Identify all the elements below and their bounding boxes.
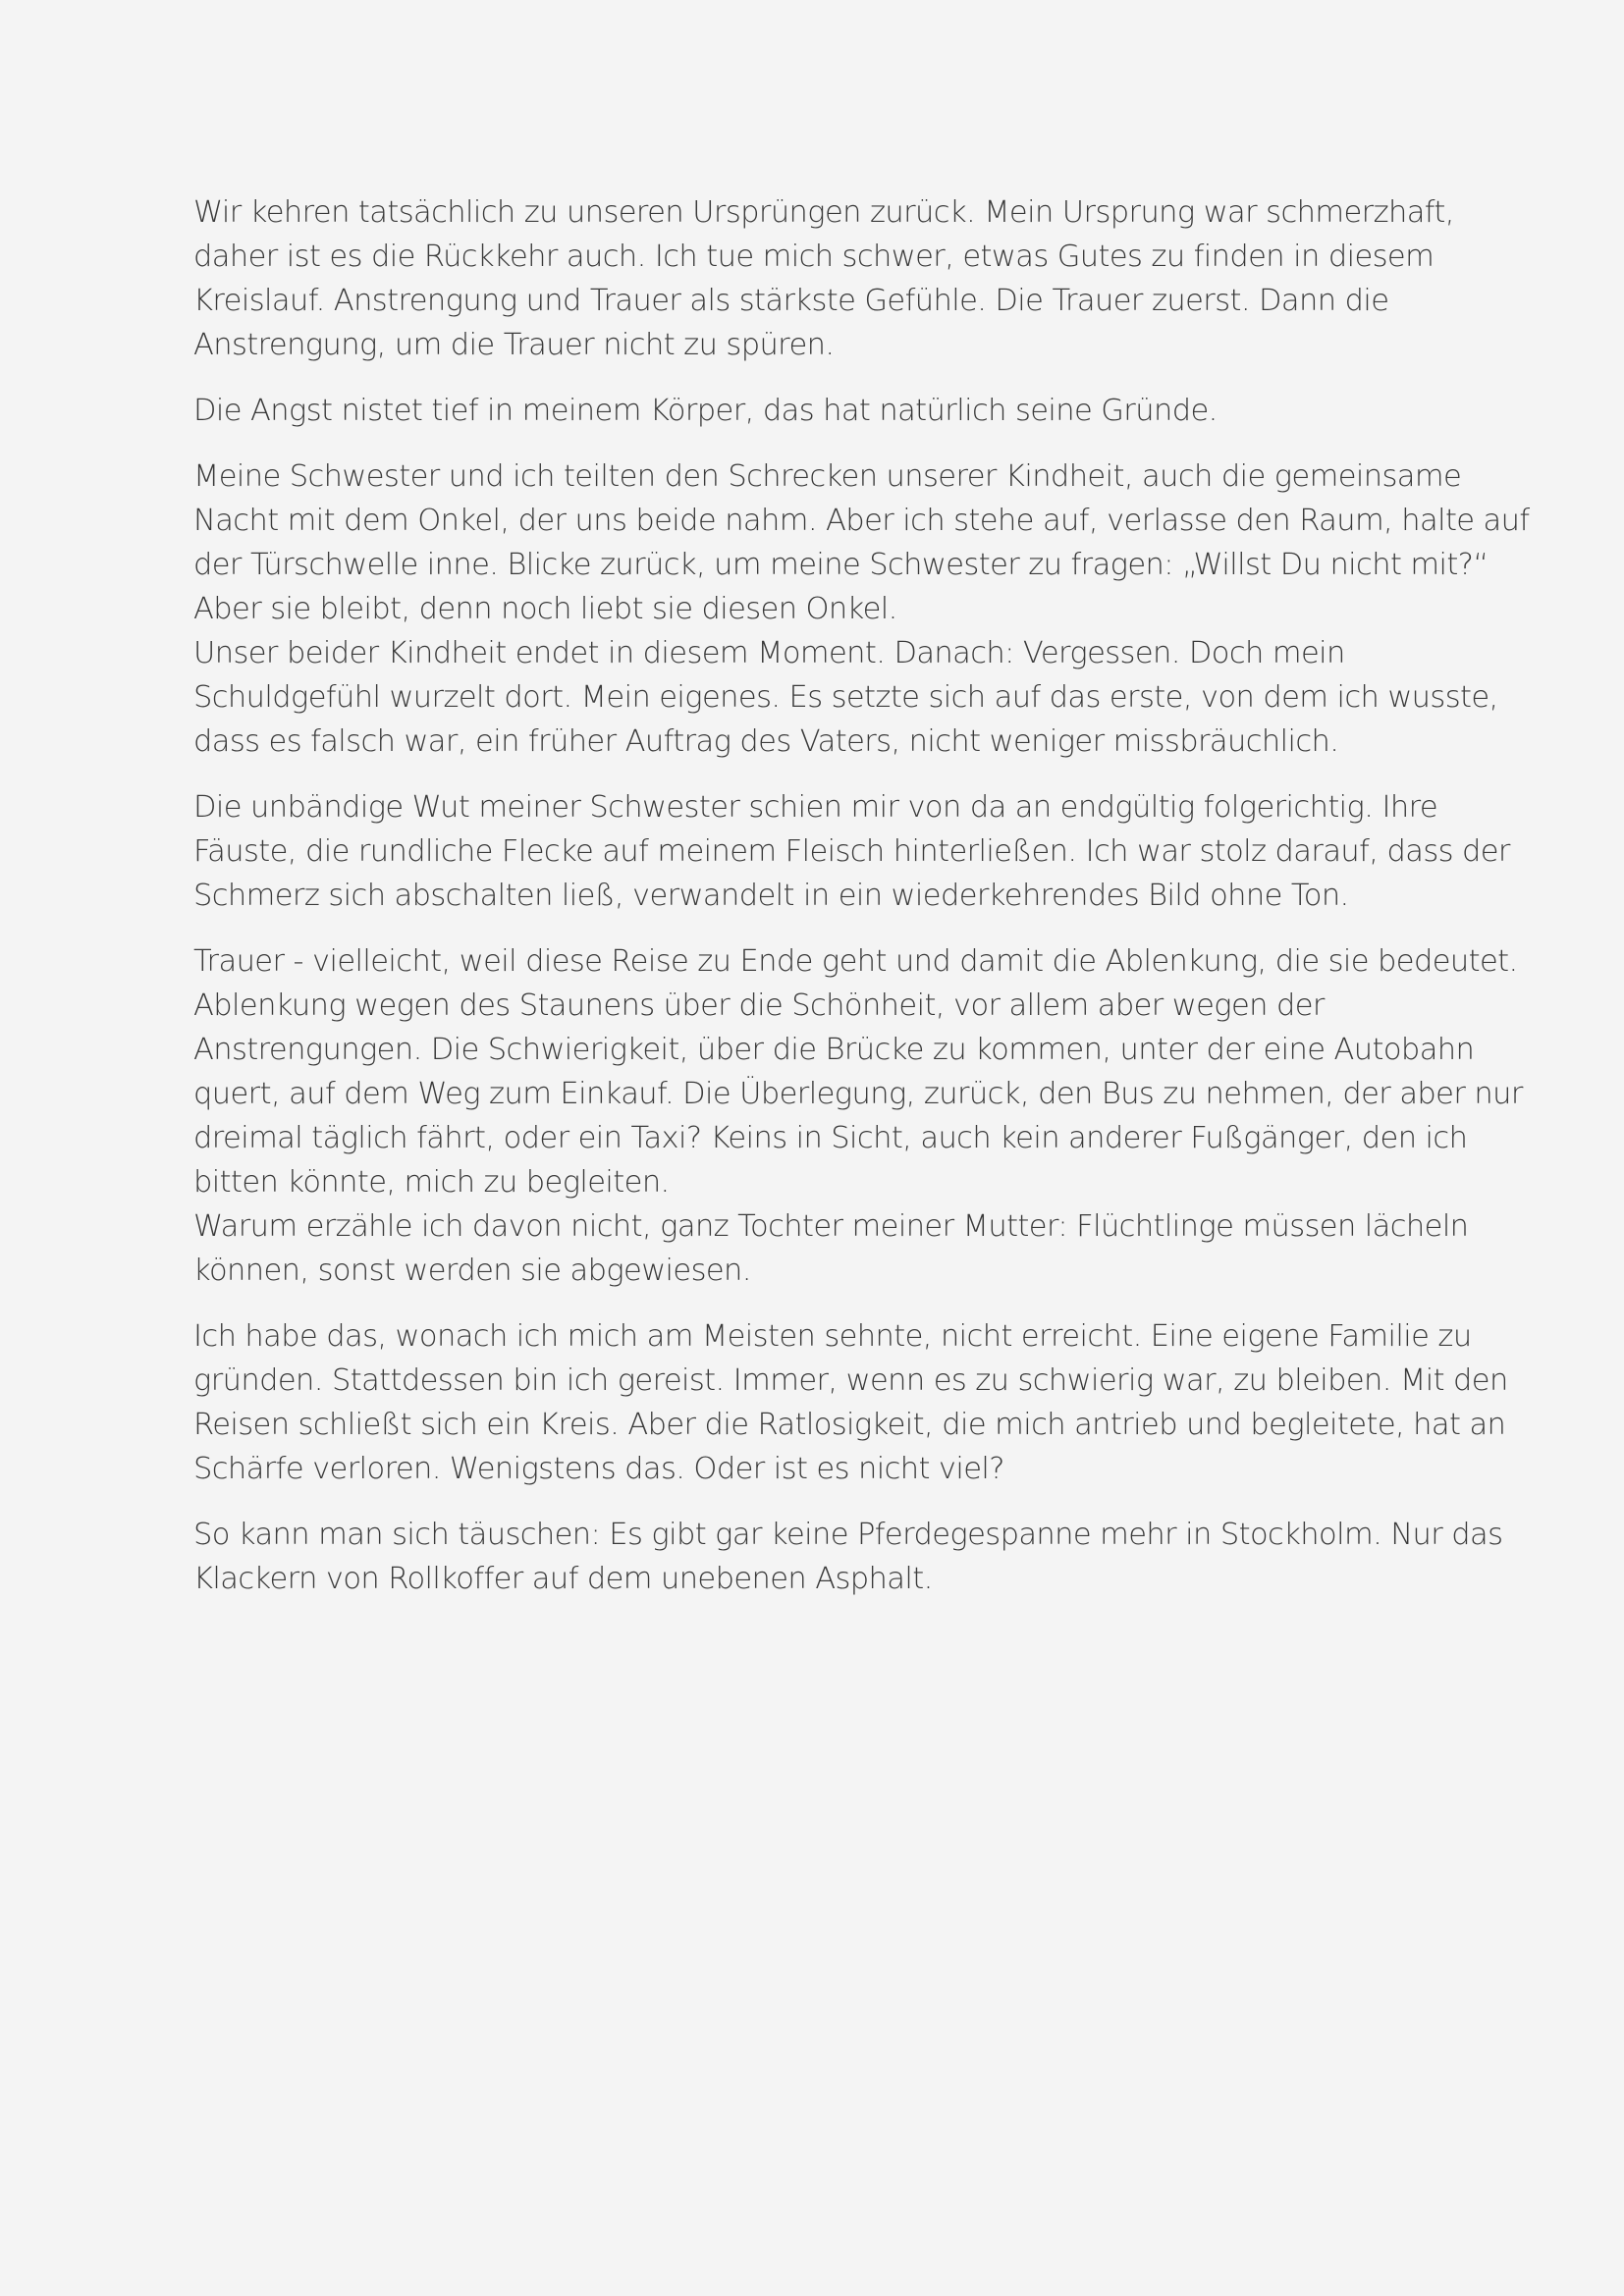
text-line: Die unbändige Wut meiner Schwester schien mir von da an endgültig folgerichtig. Ihre (193, 790, 1438, 825)
document-body (193, 190, 1530, 1623)
text-line: der Türschwelle inne. Blicke zurück, um meine Schwester zu fragen: „Willst Du nicht mit?“ (193, 548, 1489, 582)
text-line: bitten könnte, mich zu begleiten. (193, 1165, 670, 1200)
text-line: Schärfe verloren. Wenigstens das. Oder ist es nicht viel? (193, 1452, 1004, 1486)
text-line: Kreislauf. Anstrengung und Trauer als stärkste Gefühle. Die Trauer zuerst. Dann die (193, 284, 1389, 318)
text-line: Klackern von Rollkoffer auf dem unebenen Asphalt. (193, 1562, 933, 1596)
text-line: Die Angst nistet tief in meinem Körper, das hat natürlich seine Gründe. (193, 394, 1218, 428)
text-line: Anstrengungen. Die Schwierigkeit, über die Brücke zu kommen, unter der eine Autobahn (193, 1033, 1475, 1067)
text-line: daher ist es die Rückkehr auch. Ich tue mich schwer, etwas Gutes zu finden in diesem (193, 240, 1435, 274)
text-line: dreimal täglich fährt, oder ein Taxi? Keins in Sicht, auch kein anderer Fußgänger, den ich (193, 1121, 1468, 1155)
text-line: Reisen schließt sich ein Kreis. Aber die Ratlosigkeit, die mich antrieb und begleitete, hat an (193, 1408, 1506, 1442)
paragraph-3 (193, 454, 1530, 764)
text-line: Ablenkung wegen des Staunens über die Schönheit, vor allem aber wegen der (193, 988, 1325, 1023)
text-line: Aber sie bleibt, denn noch liebt sie diesen Onkel. (193, 592, 897, 626)
paragraph-1 (193, 190, 1460, 367)
paragraph-5 (193, 939, 1523, 1293)
text-line: Trauer - vielleicht, weil diese Reise zu Ende geht und damit die Ablenkung, die sie bedeutet. (193, 944, 1518, 979)
paragraph-4 (193, 785, 1510, 918)
text-line: Nacht mit dem Onkel, der uns beide nahm. Aber ich stehe auf, verlasse den Raum, halte auf (193, 504, 1530, 538)
text-line: quert, auf dem Weg zum Einkauf. Die Überlegung, zurück, den Bus zu nehmen, der aber nur (193, 1077, 1523, 1111)
paragraph-6 (193, 1314, 1508, 1491)
text-line: dass es falsch war, ein früher Auftrag des Vaters, nicht weniger missbräuchlich. (193, 724, 1339, 759)
text-line: Anstrengung, um die Trauer nicht zu spüren. (193, 328, 835, 362)
paragraph-2 (193, 389, 1460, 433)
text-line: Schmerz sich abschalten ließ, verwandelt in ein wiederkehrendes Bild ohne Ton. (193, 879, 1349, 913)
text-line: Warum erzähle ich davon nicht, ganz Tochter meiner Mutter: Flüchtlinge müssen lächeln (193, 1209, 1469, 1244)
text-line: Wir kehren tatsächlich zu unseren Ursprüngen zurück. Mein Ursprung war schmerzhaft, (193, 195, 1454, 230)
text-line: gründen. Stattdessen bin ich gereist. Immer, wenn es zu schwierig war, zu bleiben. Mit den (193, 1363, 1508, 1398)
text-line: können, sonst werden sie abgewiesen. (193, 1254, 751, 1288)
text-line: Ich habe das, wonach ich mich am Meisten sehnte, nicht erreicht. Eine eigene Familie zu (193, 1319, 1472, 1354)
text-line: So kann man sich täuschen: Es gibt gar keine Pferdegespanne mehr in Stockholm. Nur das (193, 1518, 1503, 1552)
text-line: Meine Schwester und ich teilten den Schrecken unserer Kindheit, auch die gemeinsame (193, 459, 1462, 494)
text-line: Unser beider Kindheit endet in diesem Moment. Danach: Vergessen. Doch mein (193, 636, 1345, 670)
paragraph-7 (193, 1513, 1503, 1601)
text-line: Schuldgefühl wurzelt dort. Mein eigenes. Es setzte sich auf das erste, von dem ich wusste, (193, 680, 1498, 715)
text-line: Fäuste, die rundliche Flecke auf meinem Fleisch hinterließen. Ich war stolz darauf, dass der (193, 834, 1510, 869)
